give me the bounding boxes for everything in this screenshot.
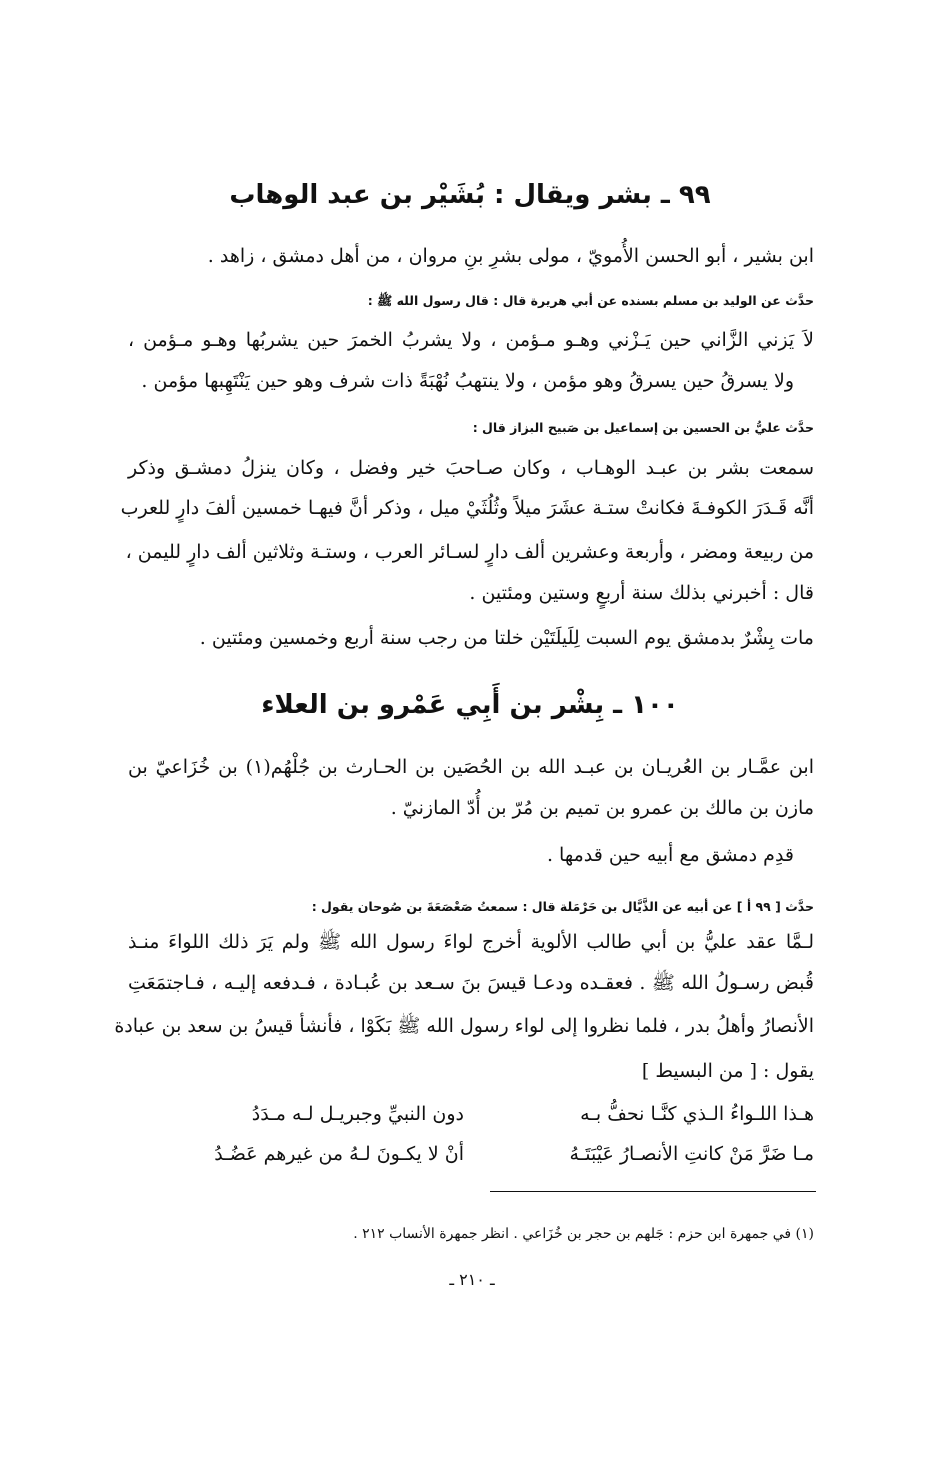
- verse-1-first-hemistich: هـذا اللـواءُ الـذي كنَّـا نحفُّ بـه: [580, 1103, 814, 1125]
- section-99-isnad-2: حدَّث عليُّ بن الحسين بن إسماعيل بن صَبيح البزاز قال :: [472, 420, 814, 435]
- footnote: (١) في جمهرة ابن حزم : جَلهم بن حجر بن خُزَاعي . انظر جمهرة الأنساب ٢١٢ .: [353, 1226, 814, 1242]
- section-99-line-8: مات بِشْرٌ بدمشق يوم السبت لِلَيلَتَيْن خلتا من رجب سنة أربع وخمسين ومئتين .: [199, 627, 814, 649]
- section-100-line-3: قدِم دمشق مع أبيه حين قدمها .: [546, 844, 794, 866]
- section-100-title: ١٠٠ ـ بِشْر بن أَبِي عَمْرو بن العلاء: [261, 690, 679, 720]
- page-number: ـ ٢١٠ ـ: [449, 1270, 495, 1289]
- verse-2-first-hemistich: مـا ضَرَّ مَنْ كانتِ الأنصـارُ عَيْبَتَـهُ: [569, 1143, 814, 1165]
- section-99-line-1: ابن بشير ، أبو الحسن الأُمويّ ، مولى بشرِ بنِ مروان ، من أهل دمشق ، زاهد .: [207, 245, 814, 267]
- section-99-line-6: من ربيعة ومضر ، وأربعة وعشرين ألف دارٍ لسـائر العرب ، وستـة وثلاثين ألف دارٍ لليمن ،: [125, 541, 814, 563]
- section-100-line-6: الأنصارُ وأهلُ بدر ، فلما نظروا إلى لواء رسول الله ﷺ بَكَوْا ، فأنشأ قيسُ بن سعد بن عبادة: [114, 1015, 814, 1037]
- section-100-line-4: لـمَّا عقد عليُّ بن أبي طالب الألوية أخرج لواءَ رسول الله ﷺ ولم يَرَ ذلك اللواءَ منـذ: [128, 931, 814, 953]
- section-100-line-2: مازن بن مالك بن عمرو بن تميم بن مُرّ بن أُدّ المازنيّ .: [390, 797, 814, 819]
- section-99-line-3: ولا يسرقُ حين يسرقُ وهو مؤمن ، ولا ينتهبُ نُهْبَةً ذات شرف وهو حين يَنْتَهِبها مؤمن .: [141, 370, 794, 392]
- section-99-isnad-1: حدَّث عن الوليد بن مسلم بسنده عن أبي هريرة قال : قال رسول الله ﷺ :: [367, 293, 814, 308]
- verse-1-second-hemistich: دون النبيِّ وجبريـل لـه مـدَدُ: [251, 1103, 464, 1125]
- section-100-line-7: يقول : [ من البسيط ]: [641, 1060, 814, 1082]
- footnote-divider: [490, 1191, 816, 1192]
- section-99-line-4: سمعت بشر بن عبـد الوهـاب ، وكان صـاحبَ خير وفضل ، وكان ينزلُ دمشـق وذكر: [128, 457, 814, 479]
- section-99-line-7: قال : أخبرني بذلك سنة أربعٍ وستين ومئتين .: [469, 582, 814, 604]
- section-99-line-2: لاَ يَزني الزَّاني حين يَـزْني وهـو مـؤمن ، ولا يشربُ الخمرَ حين يشربُها وهـو مـؤمن ،: [128, 329, 814, 351]
- verse-2-second-hemistich: أنْ لا يكـونَ لـهُ من غيرهم عَضُـدُ: [214, 1143, 464, 1165]
- section-100-line-1: ابن عمَّـار بن العُريـان بن عبـد الله بن الحُصَين بن الحـارث بن جُلْهُم(١) بن خُزَاعيّ بن: [128, 756, 814, 778]
- section-100-isnad: حدَّث [ ٩٩ أ ] عن أبيه عن الذَّيَّال بن حَرْمَلة قال : سمعتُ صَعْصَعَةَ بن صُوحان يقول :: [311, 899, 814, 914]
- section-100-line-5: قُبض رسـولُ الله ﷺ . فعقـده ودعـا قيسَ بنَ سـعد بن عُبـادة ، فـدفعه إليـه ، فـاجتمَعَتِ: [128, 972, 814, 994]
- section-99-title: ٩٩ ـ بشر ويقال : بُشَيْر بن عبد الوهاب: [229, 180, 711, 210]
- section-99-line-5: أنَّه قَـدَرَ الكوفـةَ فكانتْ ستـة عشَرَ ميلاً وثُلُثَيْ ميل ، وذكر أنَّ فيهـا خمسين ألفَ دارٍ للعرب: [120, 497, 814, 519]
